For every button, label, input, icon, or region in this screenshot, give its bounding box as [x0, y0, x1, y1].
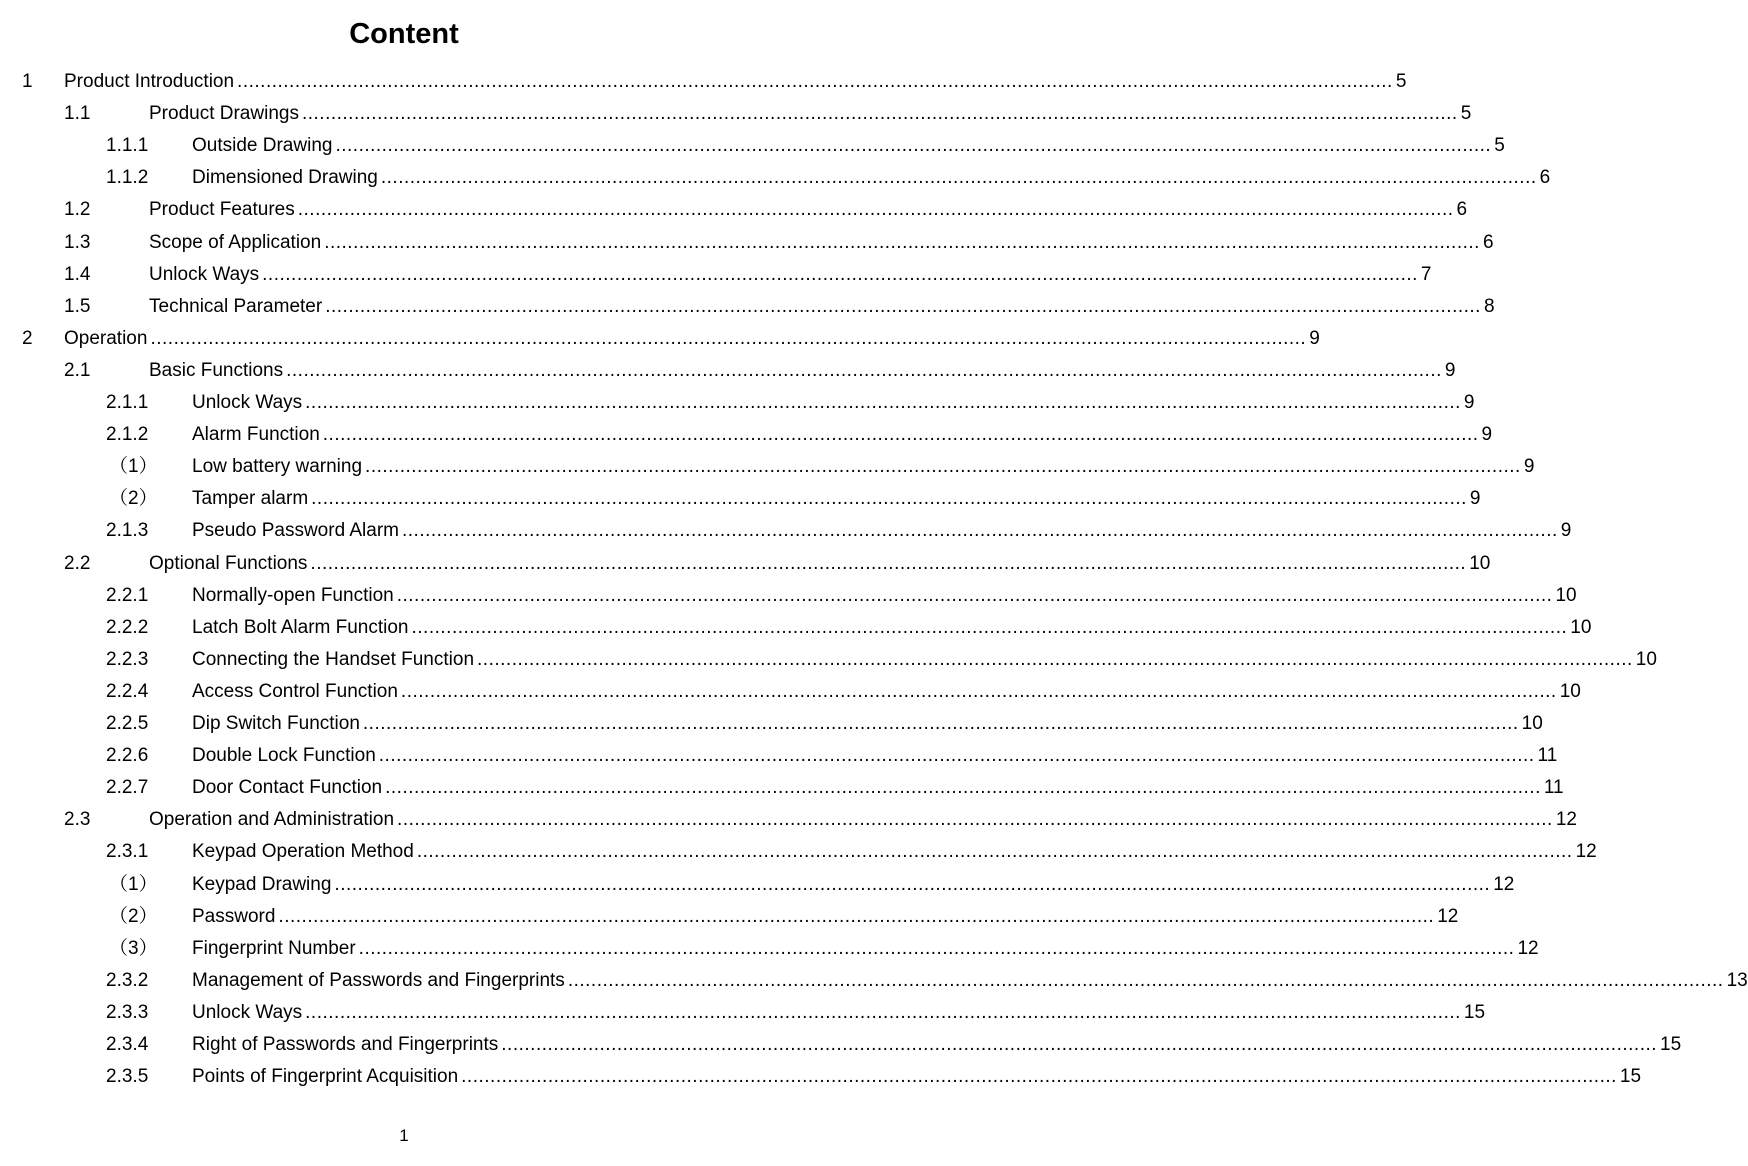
toc-entry-number: （2） — [109, 905, 158, 927]
toc-entry-title: Fingerprint Number — [192, 937, 356, 959]
toc-entry-number: 2.2.4 — [106, 680, 149, 702]
toc-entry-title: Tamper alarm — [192, 488, 309, 510]
toc-entry-title: Outside Drawing — [192, 135, 333, 157]
toc-entry-page: 15 — [1619, 1066, 1642, 1088]
toc-entry[interactable] — [0, 291, 1495, 323]
toc-dot-leader: ........................................................................................................................................................................................................ — [477, 648, 1633, 670]
toc-entry[interactable] — [0, 997, 1486, 1029]
toc-entry[interactable] — [0, 419, 1493, 451]
toc-dot-leader: ........................................................................................................................................................................................................ — [322, 424, 1479, 446]
page-title: Content — [349, 18, 459, 50]
toc-entry-page: 10 — [1635, 648, 1657, 670]
toc-dot-leader: ........................................................................................................................................................................................................ — [311, 488, 1467, 510]
toc-entry-title: Double Lock Function — [192, 745, 376, 767]
toc-entry[interactable] — [0, 1061, 1642, 1093]
toc-entry[interactable] — [0, 901, 1459, 933]
toc-entry[interactable] — [0, 451, 1535, 483]
toc-entry-line — [149, 804, 1577, 836]
toc-entry-title: Product Introduction — [64, 71, 235, 92]
toc-entry-line — [192, 740, 1558, 772]
toc-entry-page: 5 — [1494, 135, 1505, 157]
toc-dot-leader: ........................................................................................................................................................................................................ — [461, 1066, 1617, 1088]
toc-entry-number: （1） — [109, 456, 158, 478]
toc-entry-number: （2） — [109, 488, 158, 510]
toc-entry-title: Unlock Ways — [149, 263, 260, 285]
toc-entry-page: 12 — [1517, 937, 1539, 959]
toc-entry-number: 2.2.2 — [106, 616, 149, 638]
toc-entry-line — [192, 451, 1535, 483]
toc-dot-leader: ........................................................................................................................................................................................................ — [305, 1001, 1461, 1023]
toc-entry-title: Scope of Application — [149, 231, 322, 253]
toc-entry-number: 2.1.1 — [106, 392, 149, 413]
toc-entry[interactable] — [0, 612, 1592, 644]
toc-dot-leader: ........................................................................................................................................................................................................ — [380, 167, 1537, 189]
toc-entry-number: 2.3.1 — [106, 841, 149, 863]
toc-entry-number: 2.2.6 — [106, 745, 149, 767]
toc-dot-leader: ........................................................................................................................................................................................................ — [365, 456, 1521, 478]
toc-entry-page: 6 — [1539, 167, 1551, 189]
toc-dot-leader: ........................................................................................................................................................................................................ — [324, 231, 1480, 253]
toc-entry[interactable] — [0, 804, 1577, 836]
toc-entry-line — [192, 580, 1577, 612]
toc-entry-line — [192, 901, 1459, 933]
toc-entry-title: Connecting the Handset Function — [192, 648, 475, 670]
toc-entry-title: Low battery warning — [192, 456, 363, 478]
toc-entry-number: 1.3 — [64, 231, 91, 253]
toc-entry[interactable] — [0, 355, 1456, 387]
toc-entry[interactable] — [0, 515, 1572, 547]
toc-entry[interactable] — [0, 259, 1432, 291]
toc-entry-title: Latch Bolt Alarm Function — [192, 616, 409, 638]
toc-entry-page: 9 — [1309, 327, 1320, 349]
toc-entry[interactable] — [0, 323, 1320, 355]
toc-entry[interactable] — [0, 580, 1577, 612]
toc-entry-page: 10 — [1521, 713, 1543, 734]
toc-entry-number: 2.3 — [64, 809, 91, 831]
toc-dot-leader: ........................................................................................................................................................................................................ — [385, 777, 1541, 799]
toc-dot-leader: ........................................................................................................................................................................................................ — [335, 135, 1492, 157]
toc-entry-title: Technical Parameter — [149, 295, 323, 317]
toc-entry-number: 1.5 — [64, 295, 91, 317]
toc-entry-number: 1.1 — [64, 103, 91, 125]
toc-entry-line — [192, 644, 1657, 676]
toc-entry-title: Product Drawings — [149, 103, 299, 125]
toc-entry-number: 2.1 — [64, 359, 91, 381]
toc-entry-line — [149, 355, 1456, 387]
toc-entry-page: 15 — [1463, 1001, 1486, 1023]
toc-entry-line — [192, 419, 1493, 451]
toc-entry[interactable] — [0, 933, 1539, 965]
toc-dot-leader: ........................................................................................................................................................................................................ — [411, 616, 1568, 638]
toc-entry-page: 10 — [1469, 552, 1491, 574]
toc-entry[interactable] — [0, 483, 1481, 515]
toc-entry-page: 12 — [1493, 873, 1515, 895]
toc-dot-leader: ........................................................................................................................................................................................................ — [358, 937, 1515, 959]
toc-entry-title: Keypad Operation Method — [192, 841, 414, 863]
toc-entry-line — [149, 227, 1494, 259]
toc-entry[interactable] — [0, 130, 1505, 162]
toc-entry-line — [149, 548, 1491, 580]
toc-entry-title: Alarm Function — [192, 424, 320, 446]
toc-dot-leader: ........................................................................................................................................................................................................ — [362, 713, 1519, 734]
toc-entry-line — [192, 772, 1564, 804]
toc-entry-page: 10 — [1559, 680, 1581, 702]
toc-dot-leader: ........................................................................................................................................................................................................ — [567, 969, 1724, 991]
toc-entry-line — [192, 933, 1539, 965]
toc-entry-line — [149, 98, 1472, 130]
toc-entry-title: Right of Passwords and Fingerprints — [192, 1034, 499, 1055]
toc-entry-number: 1 — [22, 71, 33, 92]
toc-entry-line — [64, 66, 1407, 98]
toc-entry-number: 2.2.1 — [106, 584, 149, 606]
toc-entry-title: Unlock Ways — [192, 1001, 303, 1023]
toc-entry-line — [192, 708, 1543, 740]
toc-entry-line — [149, 194, 1468, 226]
toc-entry-page: 5 — [1460, 103, 1472, 125]
toc-entry-number: 2 — [22, 327, 33, 349]
toc-entry[interactable] — [0, 98, 1472, 130]
toc-entry-page: 11 — [1543, 777, 1564, 799]
page-number: 1 — [399, 1126, 409, 1145]
toc-entry-number: 1.2 — [64, 199, 91, 221]
toc-dot-leader: ........................................................................................................................................................................................................ — [301, 103, 1458, 125]
toc-entry-title: Access Control Function — [192, 680, 398, 702]
toc-entry-line — [192, 836, 1597, 868]
toc-entry-page: 9 — [1523, 456, 1535, 478]
toc-entry-line — [192, 515, 1572, 547]
toc-entry[interactable] — [0, 227, 1494, 259]
toc-entry-page: 10 — [1555, 584, 1577, 606]
toc-entry[interactable] — [0, 965, 1748, 997]
toc-entry-title: Door Contact Function — [192, 777, 383, 799]
toc-dot-leader: ........................................................................................................................................................................................................ — [397, 809, 1553, 831]
toc-entry[interactable] — [0, 66, 1407, 98]
toc-dot-leader: ........................................................................................................................................................................................................ — [400, 680, 1557, 702]
toc-entry-line — [192, 1061, 1642, 1093]
toc-entry[interactable] — [0, 676, 1581, 708]
toc-entry-number: （1） — [109, 873, 158, 895]
toc-dot-leader: ........................................................................................................................................................................................................ — [501, 1034, 1658, 1055]
toc-entry-page: 6 — [1456, 199, 1468, 221]
toc-dot-leader: ........................................................................................................................................................................................................ — [378, 745, 1535, 767]
toc-entry-line — [192, 612, 1592, 644]
toc-entry-page: 12 — [1575, 841, 1597, 863]
toc-entry-page: 9 — [1560, 520, 1572, 542]
toc-dot-leader: ........................................................................................................................................................................................................ — [305, 392, 1461, 413]
toc-entry-page: 9 — [1444, 359, 1456, 381]
toc-entry[interactable] — [0, 644, 1657, 676]
toc-entry-number: （3） — [109, 937, 158, 959]
toc-entry-page: 11 — [1537, 745, 1558, 767]
toc-dot-leader: ........................................................................................................................................................................................................ — [402, 520, 1558, 542]
toc-entry-number: 2.2 — [64, 552, 91, 574]
toc-entry-number: 1.1.2 — [106, 167, 149, 189]
toc-entry[interactable] — [0, 194, 1468, 226]
toc-entry-line — [192, 965, 1748, 997]
toc-entry-number: 2.3.3 — [106, 1001, 149, 1023]
toc-entry-line — [192, 387, 1475, 419]
toc-entry-title: Product Features — [149, 199, 295, 221]
toc-entry-title: Operation — [64, 327, 148, 349]
toc-entry-title: Points of Fingerprint Acquisition — [192, 1066, 459, 1088]
toc-entry-page: 9 — [1481, 424, 1493, 446]
toc-entry-title: Basic Functions — [149, 359, 284, 381]
toc-entry-title: Password — [192, 905, 276, 927]
toc-entry-number: 2.1.2 — [106, 424, 149, 446]
toc-entry-title: Normally-open Function — [192, 584, 394, 606]
toc-entry-number: 2.1.3 — [106, 520, 149, 542]
toc-entry[interactable] — [0, 162, 1551, 194]
toc-entry-line — [64, 323, 1320, 355]
toc-entry-page: 12 — [1437, 905, 1459, 927]
toc-entry-title: Dip Switch Function — [192, 713, 360, 734]
toc-entry-title: Operation and Administration — [149, 809, 395, 831]
toc-entry-page: 7 — [1420, 263, 1432, 285]
toc-entry-page: 8 — [1483, 295, 1495, 317]
toc-dot-leader: ........................................................................................................................................................................................................ — [150, 327, 1307, 349]
toc-entry-page: 6 — [1482, 231, 1494, 253]
toc-entry-number: 1.1.1 — [106, 135, 149, 157]
toc-entry[interactable] — [0, 387, 1475, 419]
toc-dot-leader: ........................................................................................................................................................................................................ — [396, 584, 1553, 606]
toc-entry[interactable] — [0, 772, 1564, 804]
toc-entry-line — [192, 676, 1581, 708]
toc-entry-title: Unlock Ways — [192, 392, 303, 413]
toc-entry-page: 9 — [1469, 488, 1481, 510]
toc-entry[interactable] — [0, 548, 1491, 580]
toc-entry-line — [192, 130, 1505, 162]
toc-dot-leader: ........................................................................................................................................................................................................ — [278, 905, 1435, 927]
toc-dot-leader: ........................................................................................................................................................................................................ — [237, 71, 1393, 92]
toc-entry-page: 5 — [1395, 71, 1407, 92]
toc-dot-leader: ........................................................................................................................................................................................................ — [334, 873, 1491, 895]
toc-entry[interactable] — [0, 869, 1515, 901]
toc-entry-number: 2.3.2 — [106, 969, 149, 991]
toc-entry[interactable] — [0, 740, 1558, 772]
toc-entry-title: Management of Passwords and Fingerprints — [192, 969, 565, 991]
toc-entry-title: Keypad Drawing — [192, 873, 332, 895]
toc-entry-title: Pseudo Password Alarm — [192, 520, 399, 542]
toc-entry[interactable] — [0, 836, 1597, 868]
toc-dot-leader: ........................................................................................................................................................................................................ — [297, 199, 1454, 221]
toc-entry-number: 2.3.4 — [106, 1034, 149, 1055]
toc-entry-number: 2.3.5 — [106, 1066, 149, 1088]
toc-entry-page: 10 — [1570, 616, 1592, 638]
toc-entry-line — [192, 997, 1486, 1029]
toc-entry-line — [149, 291, 1495, 323]
toc-entry-number: 2.2.5 — [106, 713, 149, 734]
toc-entry-title: Dimensioned Drawing — [192, 167, 378, 189]
toc-entry-line — [192, 869, 1515, 901]
toc-entry-number: 2.2.7 — [106, 777, 149, 799]
toc-entry-line — [192, 483, 1481, 515]
toc-entry-page: 13 — [1726, 969, 1748, 991]
toc-entry[interactable] — [0, 708, 1543, 740]
toc-entry-page: 15 — [1660, 1034, 1682, 1055]
toc-dot-leader: ........................................................................................................................................................................................................ — [286, 359, 1442, 381]
toc-entry[interactable] — [0, 1029, 1682, 1061]
toc-dot-leader: ........................................................................................................................................................................................................ — [262, 263, 1418, 285]
toc-dot-leader: ........................................................................................................................................................................................................ — [325, 295, 1481, 317]
toc-entry-number: 1.4 — [64, 263, 91, 285]
toc-dot-leader: ........................................................................................................................................................................................................ — [416, 841, 1573, 863]
toc-entry-line — [149, 259, 1432, 291]
toc-entry-page: 9 — [1463, 392, 1475, 413]
toc-entry-line — [192, 162, 1551, 194]
toc-entry-number: 2.2.3 — [106, 648, 149, 670]
toc-dot-leader: ........................................................................................................................................................................................................ — [310, 552, 1467, 574]
toc-entry-title: Optional Functions — [149, 552, 308, 574]
toc-entry-line — [192, 1029, 1682, 1061]
toc-entry-page: 12 — [1555, 809, 1577, 831]
